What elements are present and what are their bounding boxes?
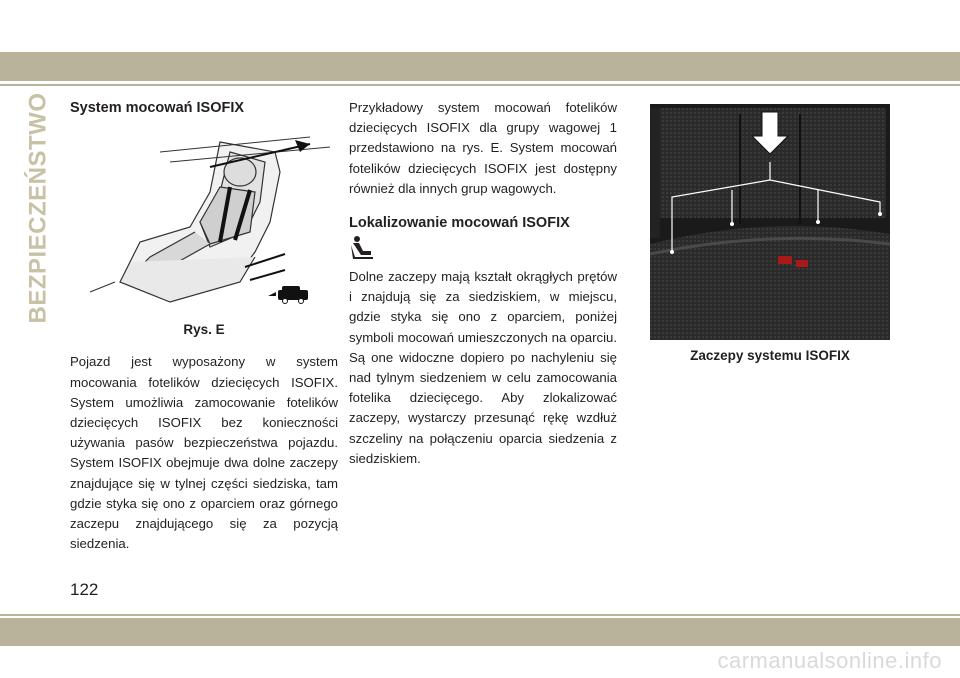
header-band: [0, 0, 960, 52]
column-left: [70, 98, 338, 554]
figure-caption: Rys. E: [183, 322, 225, 338]
footer-thin-rule: [0, 614, 960, 616]
page-number: 122: [70, 580, 99, 599]
column-right: [650, 98, 890, 378]
section-tab: [24, 92, 52, 324]
section-title: BEZPIECZEŃSTWO: [24, 92, 52, 324]
heading-locating: Lokalizowanie mocowań ISOFIX: [349, 215, 570, 232]
isofix-anchors-photo: [650, 104, 890, 340]
footer-band: [0, 618, 960, 646]
header-rule: [0, 52, 960, 81]
heading-isofix: System mocowań ISOFIX: [70, 100, 245, 116]
paragraph-location: Dolne zaczepy mają kształt okrągłych prętów i znajdują się za siedziskiem, w miejscu, gdzie styka się ono z oparciem, poniżej symboli mocowań umieszczonych na oparciu. Są one widoczne dopiero po nachyleniu się nad tylnym siedzeniem w celu zamocowania fotelika dziecięcego. Aby zlokalizować zaczepy, wystarczy przesunąć rękę wzdłuż szczeliny na połączeniu oparcia siedzenia z siedziskiem.: [349, 269, 617, 466]
header-thin-rule: [0, 84, 960, 86]
child-seat-anchor-icon: [349, 235, 617, 261]
photo-caption: Zaczepy systemu ISOFIX: [690, 348, 850, 363]
paragraph-intro: Pojazd jest wyposażony w system mocowania fotelików dziecięcych ISOFIX. System umożliwia zamocowanie fotelików dziecięcych ISOFIX bez konieczności używania pasów bezpieczeństwa pojazdu. System ISOFIX obejmuje dwa dolne zaczepy znajdujące się w tylnej części siedziska, tam gdzie styka się ono z oparciem oraz górnego zaczepu znajdującego się za pozycją siedzenia.: [70, 354, 338, 552]
column-middle: [349, 98, 617, 469]
watermark: carmanualsonline.info: [717, 648, 942, 673]
paragraph-example: Przykładowy system mocowań fotelików dziecięcych ISOFIX dla grupy wagowej 1 przedstawiono na rys. E. System mocowań fotelików dziecięcych ISOFIX jest dostępny również dla innych grup wagowych.: [349, 100, 617, 196]
child-seat-illustration: [70, 132, 338, 312]
car-direction-icon: [268, 286, 308, 304]
